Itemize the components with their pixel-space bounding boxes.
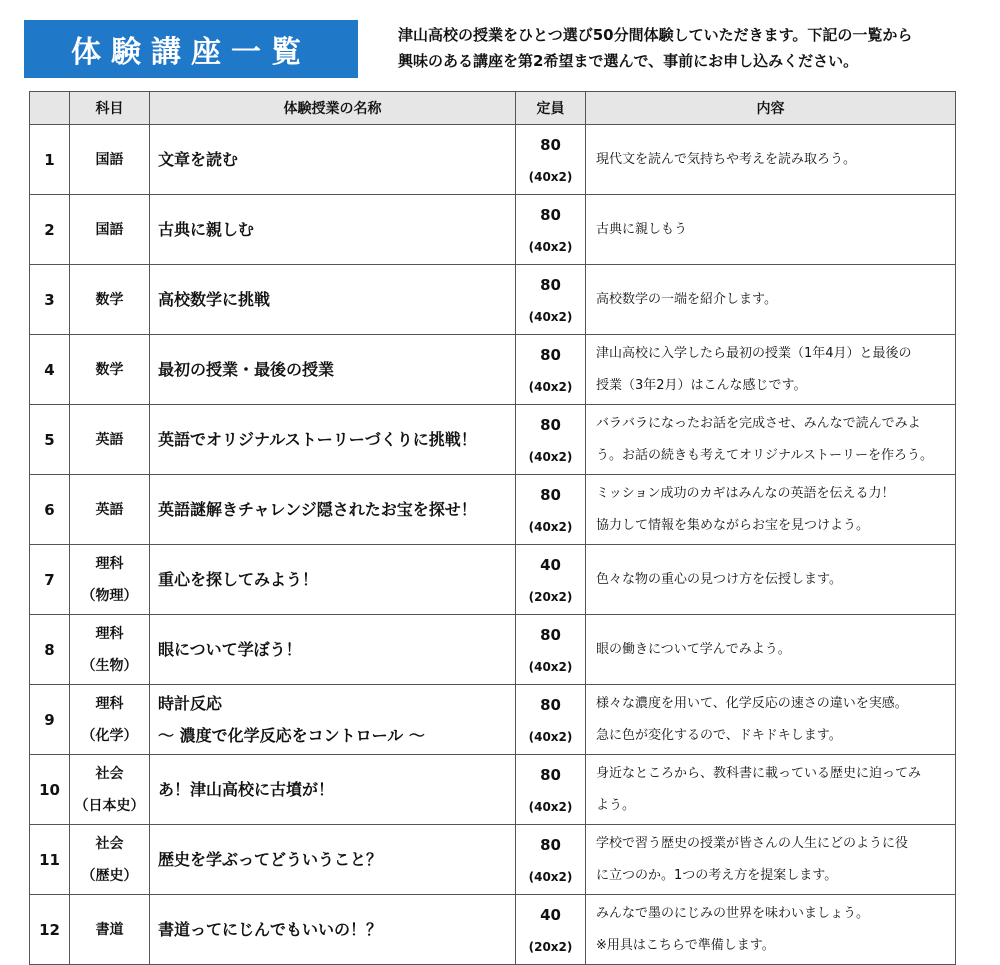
table-row xyxy=(30,825,956,895)
subject-cell xyxy=(70,895,150,965)
capacity: 80 xyxy=(540,275,561,294)
subject: 国語 xyxy=(95,151,124,168)
content-line: 身近なところから、教科書に載っている歴史に迫ってみ xyxy=(596,765,922,781)
table-row xyxy=(30,405,956,475)
row-number: 8 xyxy=(30,615,70,685)
course-name: 文章を読む xyxy=(158,149,239,169)
course-name: 時計反応 xyxy=(158,693,223,713)
table-row xyxy=(30,685,956,755)
subject-cell xyxy=(70,125,150,195)
content-line: 高校数学の一端を紹介します。 xyxy=(596,291,777,307)
course-name-cell xyxy=(150,475,516,545)
content-line: バラバラになったお話を完成させ、みんなで読んでみよ xyxy=(596,415,921,431)
row-number: 2 xyxy=(30,195,70,265)
capacity: 40 xyxy=(540,555,561,574)
content-cell xyxy=(586,195,956,265)
capacity: 40 xyxy=(540,905,561,924)
row-number: 11 xyxy=(30,825,70,895)
content-line: ミッション成功のカギはみんなの英語を伝える力！ xyxy=(596,485,895,501)
capacity-cell xyxy=(516,685,586,755)
capacity-cell xyxy=(516,825,586,895)
subject: 理科 xyxy=(95,555,124,572)
content-line: 古典に親しもう xyxy=(596,221,688,237)
capacity: 80 xyxy=(540,345,561,364)
subject-cell xyxy=(70,265,150,335)
content-cell xyxy=(586,335,956,405)
capacity-split: (40x2) xyxy=(528,309,573,324)
subject-sub: （生物） xyxy=(81,657,138,674)
capacity-split: (40x2) xyxy=(528,729,573,744)
subject: 理科 xyxy=(95,625,124,642)
content-line: みんなで墨のにじみの世界を味わいましょう。 xyxy=(596,905,870,921)
capacity-cell xyxy=(516,125,586,195)
content-line: 急に色が変化するので、ドキドキします。 xyxy=(596,727,842,743)
capacity-cell xyxy=(516,475,586,545)
capacity-cell xyxy=(516,755,586,825)
subject-sub: （日本史） xyxy=(74,797,145,814)
capacity-split: (40x2) xyxy=(528,449,573,464)
header-content: 内容 xyxy=(586,92,956,125)
subject-cell xyxy=(70,475,150,545)
row-number: 6 xyxy=(30,475,70,545)
header-no xyxy=(30,92,70,125)
content-line: 色々な物の重心の見つけ方を伝授します。 xyxy=(596,571,842,587)
subject-cell xyxy=(70,335,150,405)
course-name: 歴史を学ぶってどういうこと？ xyxy=(158,849,383,869)
course-name: 高校数学に挑戦 xyxy=(158,289,271,309)
subject: 英語 xyxy=(95,431,124,448)
row-number: 7 xyxy=(30,545,70,615)
subject-sub: （化学） xyxy=(81,727,138,744)
table-row xyxy=(30,125,956,195)
content-line: 協力して情報を集めながらお宝を見つけよう。 xyxy=(596,517,870,533)
table-row xyxy=(30,475,956,545)
capacity: 80 xyxy=(540,765,561,784)
course-name-cell xyxy=(150,125,516,195)
intro-line: 津山高校の授業をひとつ選び50分間体験していただきます。下記の一覧から xyxy=(398,26,913,44)
capacity: 80 xyxy=(540,415,561,434)
content-line: 授業（3年2月）はこんな感じです。 xyxy=(596,377,807,393)
capacity: 80 xyxy=(540,205,561,224)
capacity-split: (40x2) xyxy=(528,799,573,814)
capacity-cell xyxy=(516,335,586,405)
course-name-cell xyxy=(150,615,516,685)
capacity-cell xyxy=(516,405,586,475)
page-title: 体験講座一覧 xyxy=(24,20,358,78)
subject-sub: （歴史） xyxy=(81,867,138,884)
course-name-cell xyxy=(150,545,516,615)
course-name-cell xyxy=(150,195,516,265)
course-name-cell xyxy=(150,265,516,335)
table-row xyxy=(30,265,956,335)
content-cell xyxy=(586,755,956,825)
course-name: 書道ってにじんでもいいの！？ xyxy=(158,919,383,939)
capacity-cell xyxy=(516,265,586,335)
capacity-cell xyxy=(516,615,586,685)
row-number: 9 xyxy=(30,685,70,755)
course-name: あ！津山高校に古墳が！ xyxy=(158,779,335,799)
header-capacity: 定員 xyxy=(516,92,586,125)
header-subject: 科目 xyxy=(70,92,150,125)
capacity: 80 xyxy=(540,485,561,504)
content-line: う。お話の続きも考えてオリジナルストーリーを作ろう。 xyxy=(596,447,933,463)
capacity-split: (20x2) xyxy=(528,589,573,604)
row-number: 5 xyxy=(30,405,70,475)
course-name-cell xyxy=(150,895,516,965)
capacity: 80 xyxy=(540,695,561,714)
content-line: 現代文を読んで気持ちや考えを読み取ろう。 xyxy=(596,151,857,167)
capacity: 80 xyxy=(540,135,561,154)
content-cell xyxy=(586,405,956,475)
row-number: 10 xyxy=(30,755,70,825)
content-line: 眼の働きについて学んでみよう。 xyxy=(596,641,791,657)
content-line: に立つのか。1つの考え方を提案します。 xyxy=(596,867,838,883)
content-cell xyxy=(586,685,956,755)
table-row xyxy=(30,335,956,405)
subject-sub: （物理） xyxy=(81,587,138,604)
capacity-cell xyxy=(516,195,586,265)
course-name-cell xyxy=(150,825,516,895)
course-name-cell xyxy=(150,335,516,405)
content-cell xyxy=(586,265,956,335)
table-row xyxy=(30,895,956,965)
subject: 書道 xyxy=(95,921,124,938)
subject-cell xyxy=(70,755,150,825)
subject-cell xyxy=(70,405,150,475)
content-line: 様々な濃度を用いて、化学反応の速さの違いを実感。 xyxy=(596,695,908,711)
content-cell xyxy=(586,825,956,895)
course-name: 英語謎解きチャレンジ隠されたお宝を探せ！ xyxy=(158,499,477,519)
subject-cell xyxy=(70,825,150,895)
course-name: 重心を探してみよう！ xyxy=(158,569,319,589)
course-name-cell xyxy=(150,685,516,755)
row-number: 3 xyxy=(30,265,70,335)
capacity-split: (40x2) xyxy=(528,869,573,884)
content-line: よう。 xyxy=(596,797,636,813)
table-header-row xyxy=(30,92,956,125)
course-name-cell xyxy=(150,755,516,825)
subject: 社会 xyxy=(95,765,124,782)
content-line: ※用具はこちらで準備します。 xyxy=(596,937,775,953)
content-line: 学校で習う歴史の授業が皆さんの人生にどのように役 xyxy=(596,835,909,851)
subject: 英語 xyxy=(95,501,124,518)
course-name: 古典に親しむ xyxy=(158,219,255,239)
content-cell xyxy=(586,475,956,545)
capacity-split: (40x2) xyxy=(528,239,573,254)
course-name: 英語でオリジナルストーリーづくりに挑戦！ xyxy=(158,429,477,449)
table-row xyxy=(30,755,956,825)
content-cell xyxy=(586,545,956,615)
course-name: 最初の授業・最後の授業 xyxy=(158,359,335,379)
course-table xyxy=(29,91,956,965)
capacity-split: (40x2) xyxy=(528,169,573,184)
capacity-split: (40x2) xyxy=(528,519,573,534)
course-name-sub: ～ 濃度で化学反応をコントロール ～ xyxy=(158,725,425,745)
course-name: 眼について学ぼう！ xyxy=(158,639,302,659)
content-cell xyxy=(586,895,956,965)
content-line: 津山高校に入学したら最初の授業（1年4月）と最後の xyxy=(596,345,912,361)
capacity-split: (40x2) xyxy=(528,659,573,674)
subject: 社会 xyxy=(95,835,124,852)
subject: 数学 xyxy=(95,361,124,378)
subject: 理科 xyxy=(95,695,124,712)
capacity-cell xyxy=(516,545,586,615)
subject-cell xyxy=(70,545,150,615)
row-number: 4 xyxy=(30,335,70,405)
table-row xyxy=(30,615,956,685)
course-name-cell xyxy=(150,405,516,475)
row-number: 12 xyxy=(30,895,70,965)
content-cell xyxy=(586,615,956,685)
capacity-split: (40x2) xyxy=(528,379,573,394)
capacity: 80 xyxy=(540,835,561,854)
content-cell xyxy=(586,125,956,195)
header-name: 体験授業の名称 xyxy=(150,92,516,125)
table-row xyxy=(30,195,956,265)
row-number: 1 xyxy=(30,125,70,195)
subject-cell xyxy=(70,685,150,755)
intro-line: 興味のある講座を第2希望まで選んで、事前にお申し込みください。 xyxy=(398,52,859,70)
intro-text xyxy=(398,22,988,74)
subject-cell xyxy=(70,615,150,685)
subject: 数学 xyxy=(95,291,124,308)
table-row xyxy=(30,545,956,615)
subject-cell xyxy=(70,195,150,265)
capacity: 80 xyxy=(540,625,561,644)
capacity-cell xyxy=(516,895,586,965)
capacity-split: (20x2) xyxy=(528,939,573,954)
subject: 国語 xyxy=(95,221,124,238)
